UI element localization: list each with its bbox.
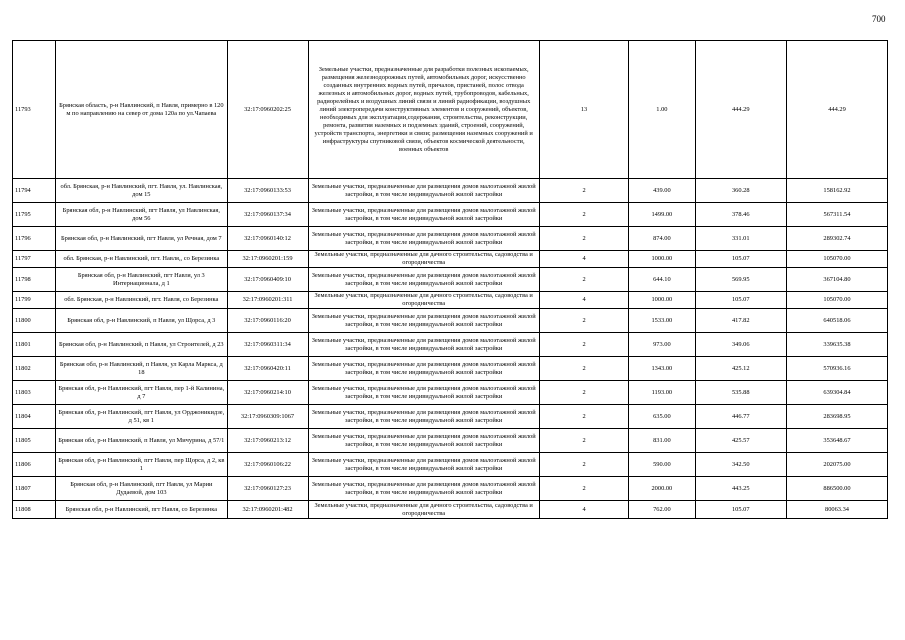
use-code-cell: 2 <box>539 357 628 381</box>
row-number: 11805 <box>13 429 56 453</box>
row-number: 11803 <box>13 381 56 405</box>
permitted-use-cell: Земельные участки, предназначенные для дачного строительства, садоводства и огородничества <box>308 251 539 268</box>
use-code-cell: 2 <box>539 309 628 333</box>
table-row <box>13 501 888 519</box>
use-code-cell: 13 <box>539 41 628 179</box>
address-cell: обл. Брянская, р-н Навлинский, пгт. Навля,, со Березинка <box>56 251 227 268</box>
cadastral-value-cell: 158162.92 <box>786 179 887 203</box>
address-cell: Брянская обл, р-н Навлинский, п Навля, ул Мичурина, д 57/1 <box>56 429 227 453</box>
specific-value-cell: 417.82 <box>695 309 786 333</box>
table-row <box>13 405 888 429</box>
area-cell: 874.00 <box>629 227 695 251</box>
page-number: 700 <box>872 14 886 24</box>
cadastral-value-cell: 570936.16 <box>786 357 887 381</box>
row-number: 11797 <box>13 251 56 268</box>
address-cell: Брянская обл, р-н Навлинский, пгт Навля, ул 3 Интернационала, д 1 <box>56 268 227 292</box>
table-row <box>13 179 888 203</box>
cadastral-number-cell: 32:17:0960213:12 <box>227 429 308 453</box>
address-cell: Брянская обл, р-н Навлинский, п Навля, ул Щорса, д 3 <box>56 309 227 333</box>
cadastral-number-cell: 32:17:0960137:34 <box>227 203 308 227</box>
permitted-use-cell: Земельные участки, предназначенные для размещения домов малоэтажной жилой застройки, в том числе индивидуальной жилой застройки <box>308 477 539 501</box>
address-cell: Брянская обл, р-н Навлинский, пгт Навля, ул Навлинская, дом 56 <box>56 203 227 227</box>
address-cell: Брянская обл, р-н Навлинский, пгт Навля, пер Щорса, д 2, кв 1 <box>56 453 227 477</box>
row-number: 11802 <box>13 357 56 381</box>
area-cell: 762.00 <box>629 501 695 519</box>
row-number: 11796 <box>13 227 56 251</box>
row-number: 11795 <box>13 203 56 227</box>
permitted-use-cell: Земельные участки, предназначенные для размещения домов малоэтажной жилой застройки, в том числе индивидуальной жилой застройки <box>308 381 539 405</box>
table-row <box>13 333 888 357</box>
use-code-cell: 2 <box>539 227 628 251</box>
row-number: 11800 <box>13 309 56 333</box>
row-number: 11807 <box>13 477 56 501</box>
permitted-use-cell: Земельные участки, предназначенные для размещения домов малоэтажной жилой застройки, в том числе индивидуальной жилой застройки <box>308 405 539 429</box>
specific-value-cell: 446.77 <box>695 405 786 429</box>
specific-value-cell: 444.29 <box>695 41 786 179</box>
permitted-use-cell: Земельные участки, предназначенные для размещения домов малоэтажной жилой застройки, в том числе индивидуальной жилой застройки <box>308 227 539 251</box>
address-cell: Брянская обл, р-н Навлинский, пгт Навля, пер 1-й Калинина, д 7 <box>56 381 227 405</box>
address-cell: Брянская обл, р-н Навлинский, п Навля, ул Карла Маркса, д 18 <box>56 357 227 381</box>
table-body <box>13 41 888 519</box>
area-cell: 831.00 <box>629 429 695 453</box>
specific-value-cell: 342.50 <box>695 453 786 477</box>
area-cell: 1.00 <box>629 41 695 179</box>
cadastral-number-cell: 32:17:0960127:23 <box>227 477 308 501</box>
cadastral-number-cell: 32:17:0960202:25 <box>227 41 308 179</box>
permitted-use-cell: Земельные участки, предназначенные для размещения домов малоэтажной жилой застройки, в том числе индивидуальной жилой застройки <box>308 309 539 333</box>
row-number: 11806 <box>13 453 56 477</box>
cadastral-number-cell: 32:17:0960133:53 <box>227 179 308 203</box>
cadastral-value-cell: 567311.54 <box>786 203 887 227</box>
area-cell: 1533.00 <box>629 309 695 333</box>
row-number: 11804 <box>13 405 56 429</box>
table-row <box>13 381 888 405</box>
cadastral-number-cell: 32:17:0960311:34 <box>227 333 308 357</box>
area-cell: 439.00 <box>629 179 695 203</box>
cadastral-number-cell: 32:17:0960116:20 <box>227 309 308 333</box>
use-code-cell: 2 <box>539 333 628 357</box>
specific-value-cell: 360.28 <box>695 179 786 203</box>
address-cell: Брянская обл, р-н Навлинский, пгт Навля, ул Речная, дом 7 <box>56 227 227 251</box>
permitted-use-cell: Земельные участки, предназначенные для размещения домов малоэтажной жилой застройки, в том числе индивидуальной жилой застройки <box>308 268 539 292</box>
use-code-cell: 4 <box>539 292 628 309</box>
address-cell: Брянская обл, р-н Навлинский, пгт Навля, со Березинка <box>56 501 227 519</box>
cadastral-number-cell: 32:17:0960140:12 <box>227 227 308 251</box>
cadastral-value-cell: 289302.74 <box>786 227 887 251</box>
use-code-cell: 4 <box>539 501 628 519</box>
specific-value-cell: 425.12 <box>695 357 786 381</box>
cadastral-value-cell: 105070.00 <box>786 292 887 309</box>
table-row <box>13 429 888 453</box>
specific-value-cell: 378.46 <box>695 203 786 227</box>
row-number: 11801 <box>13 333 56 357</box>
area-cell: 2000.00 <box>629 477 695 501</box>
cadastral-value-cell: 367104.80 <box>786 268 887 292</box>
area-cell: 644.10 <box>629 268 695 292</box>
use-code-cell: 2 <box>539 405 628 429</box>
permitted-use-cell: Земельные участки, предназначенные для размещения домов малоэтажной жилой застройки, в том числе индивидуальной жилой застройки <box>308 333 539 357</box>
use-code-cell: 2 <box>539 203 628 227</box>
cadastral-value-cell: 202075.00 <box>786 453 887 477</box>
row-number: 11793 <box>13 41 56 179</box>
row-number: 11799 <box>13 292 56 309</box>
area-cell: 635.00 <box>629 405 695 429</box>
cadastral-number-cell: 32:17:0960201:482 <box>227 501 308 519</box>
cadastral-number-cell: 32:17:0960420:11 <box>227 357 308 381</box>
row-number: 11794 <box>13 179 56 203</box>
permitted-use-cell: Земельные участки, предназначенные для размещения домов малоэтажной жилой застройки, в том числе индивидуальной жилой застройки <box>308 429 539 453</box>
cadastral-value-cell: 353648.67 <box>786 429 887 453</box>
address-cell: Брянская обл, р-н Навлинский, пгт Навля, ул Марии Дудаевой, дом 103 <box>56 477 227 501</box>
specific-value-cell: 425.57 <box>695 429 786 453</box>
address-cell: Брянская обл, р-н Навлинский, пгт Навля, ул Орджоникидзе, д 51, кв 1 <box>56 405 227 429</box>
table-row <box>13 477 888 501</box>
table-row <box>13 292 888 309</box>
table-row <box>13 268 888 292</box>
specific-value-cell: 105.07 <box>695 501 786 519</box>
permitted-use-cell: Земельные участки, предназначенные для дачного строительства, садоводства и огородничества <box>308 292 539 309</box>
cadastral-value-cell: 283698.95 <box>786 405 887 429</box>
land-registry-table <box>12 40 888 519</box>
specific-value-cell: 569.95 <box>695 268 786 292</box>
address-cell: Брянская область, р-н Навлинский, п Навля, примерно в 120 м по направлению на север от дома 120а по ул.Чапаева <box>56 41 227 179</box>
area-cell: 973.00 <box>629 333 695 357</box>
cadastral-value-cell: 444.29 <box>786 41 887 179</box>
permitted-use-cell: Земельные участки, предназначенные для размещения домов малоэтажной жилой застройки, в том числе индивидуальной жилой застройки <box>308 179 539 203</box>
use-code-cell: 2 <box>539 477 628 501</box>
table-row <box>13 251 888 268</box>
specific-value-cell: 105.07 <box>695 292 786 309</box>
area-cell: 1343.00 <box>629 357 695 381</box>
specific-value-cell: 349.06 <box>695 333 786 357</box>
cadastral-number-cell: 32:17:0960201:311 <box>227 292 308 309</box>
table-row <box>13 453 888 477</box>
cadastral-value-cell: 339635.38 <box>786 333 887 357</box>
use-code-cell: 2 <box>539 268 628 292</box>
address-cell: Брянская обл, р-н Навлинский, п Навля, ул Строителей, д 23 <box>56 333 227 357</box>
cadastral-value-cell: 80063.34 <box>786 501 887 519</box>
area-cell: 1000.00 <box>629 251 695 268</box>
table-row <box>13 357 888 381</box>
area-cell: 590.00 <box>629 453 695 477</box>
area-cell: 1000.00 <box>629 292 695 309</box>
permitted-use-cell: Земельные участки, предназначенные для размещения домов малоэтажной жилой застройки, в том числе индивидуальной жилой застройки <box>308 453 539 477</box>
cadastral-value-cell: 640518.06 <box>786 309 887 333</box>
row-number: 11798 <box>13 268 56 292</box>
use-code-cell: 2 <box>539 381 628 405</box>
specific-value-cell: 331.01 <box>695 227 786 251</box>
address-cell: обл. Брянская, р-н Навлинский, пгт. Навля, со Березинка <box>56 292 227 309</box>
permitted-use-cell: Земельные участки, предназначенные для размещения домов малоэтажной жилой застройки, в том числе индивидуальной жилой застройки <box>308 357 539 381</box>
table-row <box>13 227 888 251</box>
use-code-cell: 4 <box>539 251 628 268</box>
cadastral-value-cell: 639304.84 <box>786 381 887 405</box>
row-number: 11808 <box>13 501 56 519</box>
use-code-cell: 2 <box>539 453 628 477</box>
area-cell: 1193.00 <box>629 381 695 405</box>
permitted-use-cell: Земельные участки, предназначенные для разработки полезных ископаемых, размещения железнодорожных путей, автомобильных дорог, искусственно созданных внутренних водных путей, причалов, пристаней, полос отвода железных и автомобильных дорог, водных путей, трубопроводов, кабельных, радиорелейных и воздушных линий связи и линий радиофикации, воздушных линий электропередачи конструктивных элементов и сооружений, объектов, необходимых для эксплуатации,содержания, строительства, реконструкции, ремонта, развития наземных и подземных зданий, строений, сооружений, устройств транспорта, энергетики и связи; размещения наземных сооружений и инфраструктуры спутниковой связи, объектов космической деятельности, военных объектов <box>308 41 539 179</box>
specific-value-cell: 105.07 <box>695 251 786 268</box>
address-cell: обл. Брянская, р-н Навлинский, пгт. Навля, ул. Навлинская, дом 15 <box>56 179 227 203</box>
table-row <box>13 41 888 179</box>
cadastral-number-cell: 32:17:0960309:1067 <box>227 405 308 429</box>
specific-value-cell: 443.25 <box>695 477 786 501</box>
cadastral-number-cell: 32:17:0960409:10 <box>227 268 308 292</box>
area-cell: 1499.00 <box>629 203 695 227</box>
use-code-cell: 2 <box>539 429 628 453</box>
specific-value-cell: 535.88 <box>695 381 786 405</box>
cadastral-value-cell: 886500.00 <box>786 477 887 501</box>
use-code-cell: 2 <box>539 179 628 203</box>
permitted-use-cell: Земельные участки, предназначенные для дачного строительства, садоводства и огородничества <box>308 501 539 519</box>
table-row <box>13 309 888 333</box>
cadastral-value-cell: 105070.00 <box>786 251 887 268</box>
table-row <box>13 203 888 227</box>
cadastral-number-cell: 32:17:0960214:10 <box>227 381 308 405</box>
cadastral-number-cell: 32:17:0960106:22 <box>227 453 308 477</box>
cadastral-number-cell: 32:17:0960201:159 <box>227 251 308 268</box>
permitted-use-cell: Земельные участки, предназначенные для размещения домов малоэтажной жилой застройки, в том числе индивидуальной жилой застройки <box>308 203 539 227</box>
